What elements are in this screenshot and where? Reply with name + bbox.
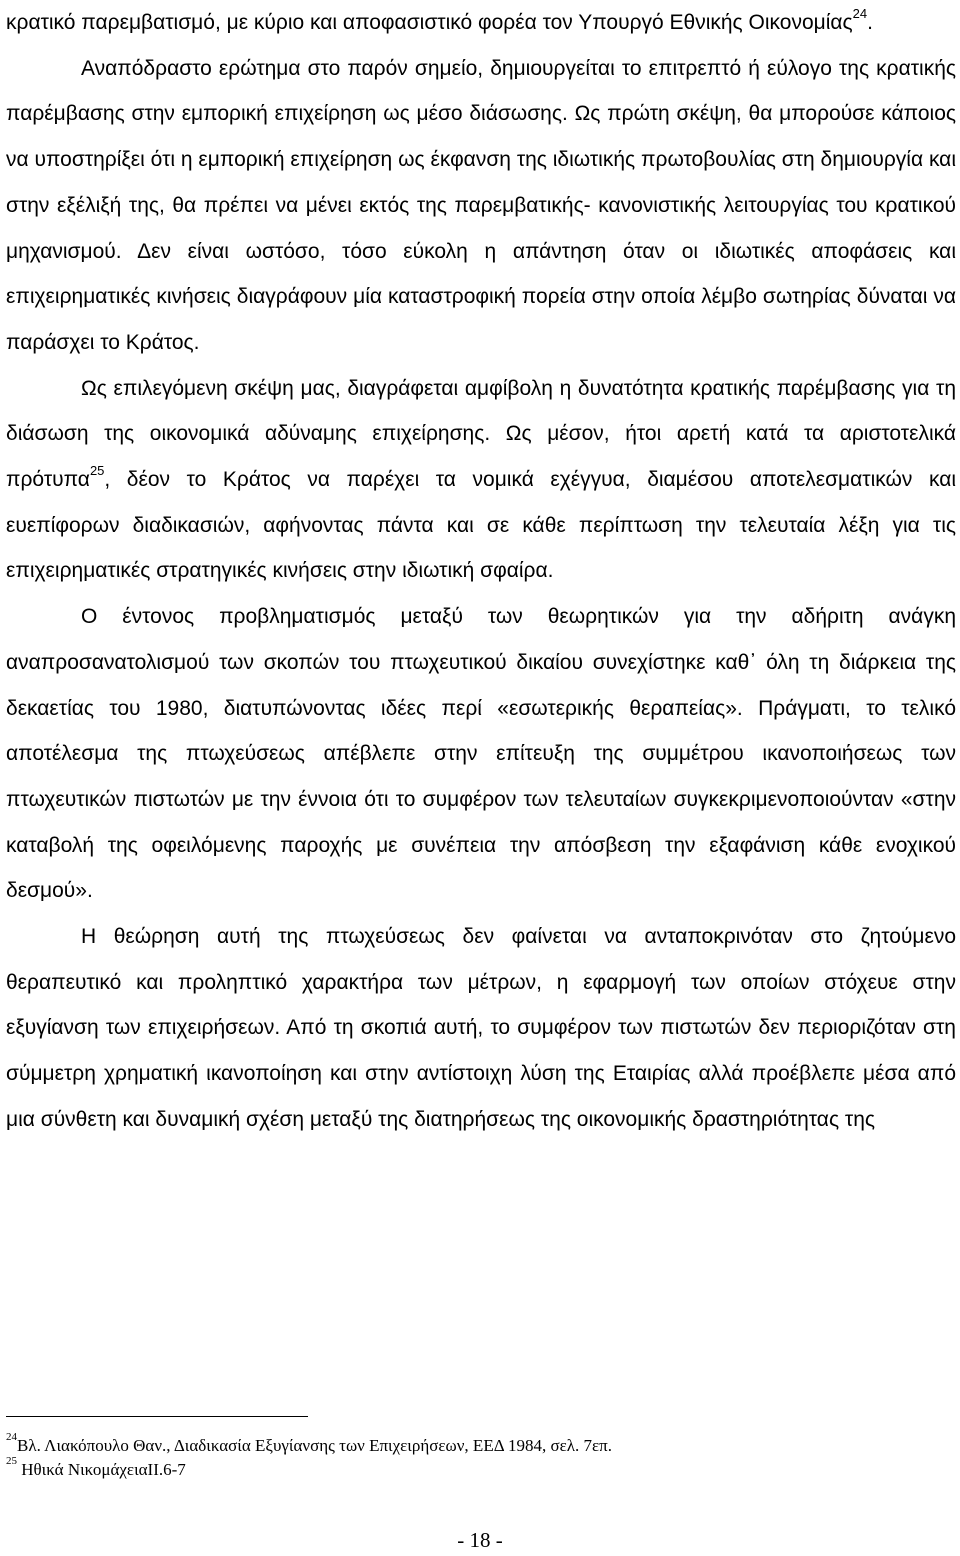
page-number: - 18 - [457,1528,503,1552]
footnote-number: 24 [6,1431,17,1444]
footnote-text: Ηθικά ΝικομάχειαII.6-7 [17,1460,186,1479]
paragraph-3-tail: , δέον το Κράτος να παρέχει τα νομικά εχέγγυα, διαμέσου αποτελεσματικών και ευεπίφορων διαδικασιών, αφήνοντας πάντα και σε κάθε περίπτωση την τελευταία λέξη για τις επιχειρηματικές στρατηγικές κινήσεις στην ιδιωτική σφαίρα. [6,468,956,583]
paragraph-4-text: Ο έντονος προβληματισμός μεταξύ των θεωρητικών για την αδήριτη ανάγκη αναπροσανατολισμού των σκοπών του πτωχευτικού δικαίου συνεχίστηκε καθ᾽ όλη τη διάρκεια της δεκαετίας του 1980, διατυπώνοντας ιδέες περί «εσωτερικής θεραπείας». Πράγματι, το τελικό αποτέλεσμα της πτωχεύσεως απέβλεπε στην επίτευξη της συμμέτρου ικανοποιήσεως των πτωχευτικών πιστωτών με την έννοια ότι το συμφέρον των τελευταίων συγκεκριμενοποιούνταν «στην καταβολή της οφειλόμενης παροχής με συνέπεια την απόσβεση την εξαφάνιση κάθε ενοχικού δεσμού». [6,605,956,903]
paragraph-4 [6,594,956,914]
paragraph-3-text: Ως επιλεγόμενη σκέψη μας, διαγράφεται αμφίβολη η δυνατότητα κρατικής παρέμβασης για τη διάσωση της οικονομικά αδύναμης επιχείρησης. Ως μέσον, ήτοι αρετή κατά τα αριστοτελικά πρότυπα [6,376,956,492]
paragraph-5-text: Η θεώρηση αυτή της πτωχεύσεως δεν φαίνεται να ανταποκρινόταν στο ζητούμενο θεραπευτικό και προληπτικό χαρακτήρα των μέτρων, η εφαρμογή των οποίων στόχευε στην εξυγίανση των επιχειρήσεων. Από τη σκοπιά αυτή, το συμφέρον των πιστωτών δεν περιοριζόταν στη σύμμετρη χρηματική ικανοποίηση και στην αντίστοιχη λύση της Εταιρίας αλλά προέβλεπε μέσα από μια σύνθετη και δυναμική σχέση μεταξύ της διατηρήσεως της οικονομικής δραστηριότητας της [6,925,956,1131]
body-text [6,0,956,1143]
footnote-separator [6,1416,308,1417]
footnote-text: Βλ. Λιακόπουλο Θαν., Διαδικασία Εξυγίανσης των Επιχειρήσεων, ΕΕΔ 1984, σελ. 7επ. [17,1436,612,1455]
paragraph-1-text: κρατικό παρεμβατισμό, με κύριο και αποφασιστικό φορέα τον Υπουργό Εθνικής Οικονομίας [6,11,853,34]
document-page [6,0,956,1143]
paragraph-2-text: Αναπόδραστο ερώτημα στο παρόν σημείο, δημιουργείται το επιτρεπτό ή εύλογο της κρατικής παρέμβασης στην εμπορική επιχείρηση ως μέσο διάσωσης. Ως πρώτη σκέψη, θα μπορούσε κάποιος να υποστηρίξει ότι η εμπορική επιχείρηση ως έκφανση της ιδιωτικής πρωτοβουλίας στη δημιουργία και στην εξέλιξή της, θα πρέπει να μένει εκτός της παρεμβατικής- κανονιστικής λειτουργίας του κρατικού μηχανισμού. Δεν είναι ωστόσο, τόσο εύκολη η απάντηση όταν οι ιδιωτικές αποφάσεις και επιχειρηματικές κινήσεις διαγράφουν μία καταστροφική πορεία στην οποία λέμβο σωτηρίας δύναται να παράσχει το Κράτος. [6,56,956,354]
footnote-ref-24[interactable]: 24 [852,6,868,21]
paragraph-3 [6,366,956,595]
paragraph-5 [6,914,956,1143]
footnote-24 [6,1431,946,1458]
footnote-number: 25 [6,1455,17,1468]
footnotes [6,1431,946,1482]
paragraph-1 [6,0,956,46]
paragraph-1-tail: . [867,11,873,34]
paragraph-2 [6,46,956,366]
footnote-ref-25[interactable]: 25 [89,463,105,479]
footnote-25 [6,1455,946,1482]
